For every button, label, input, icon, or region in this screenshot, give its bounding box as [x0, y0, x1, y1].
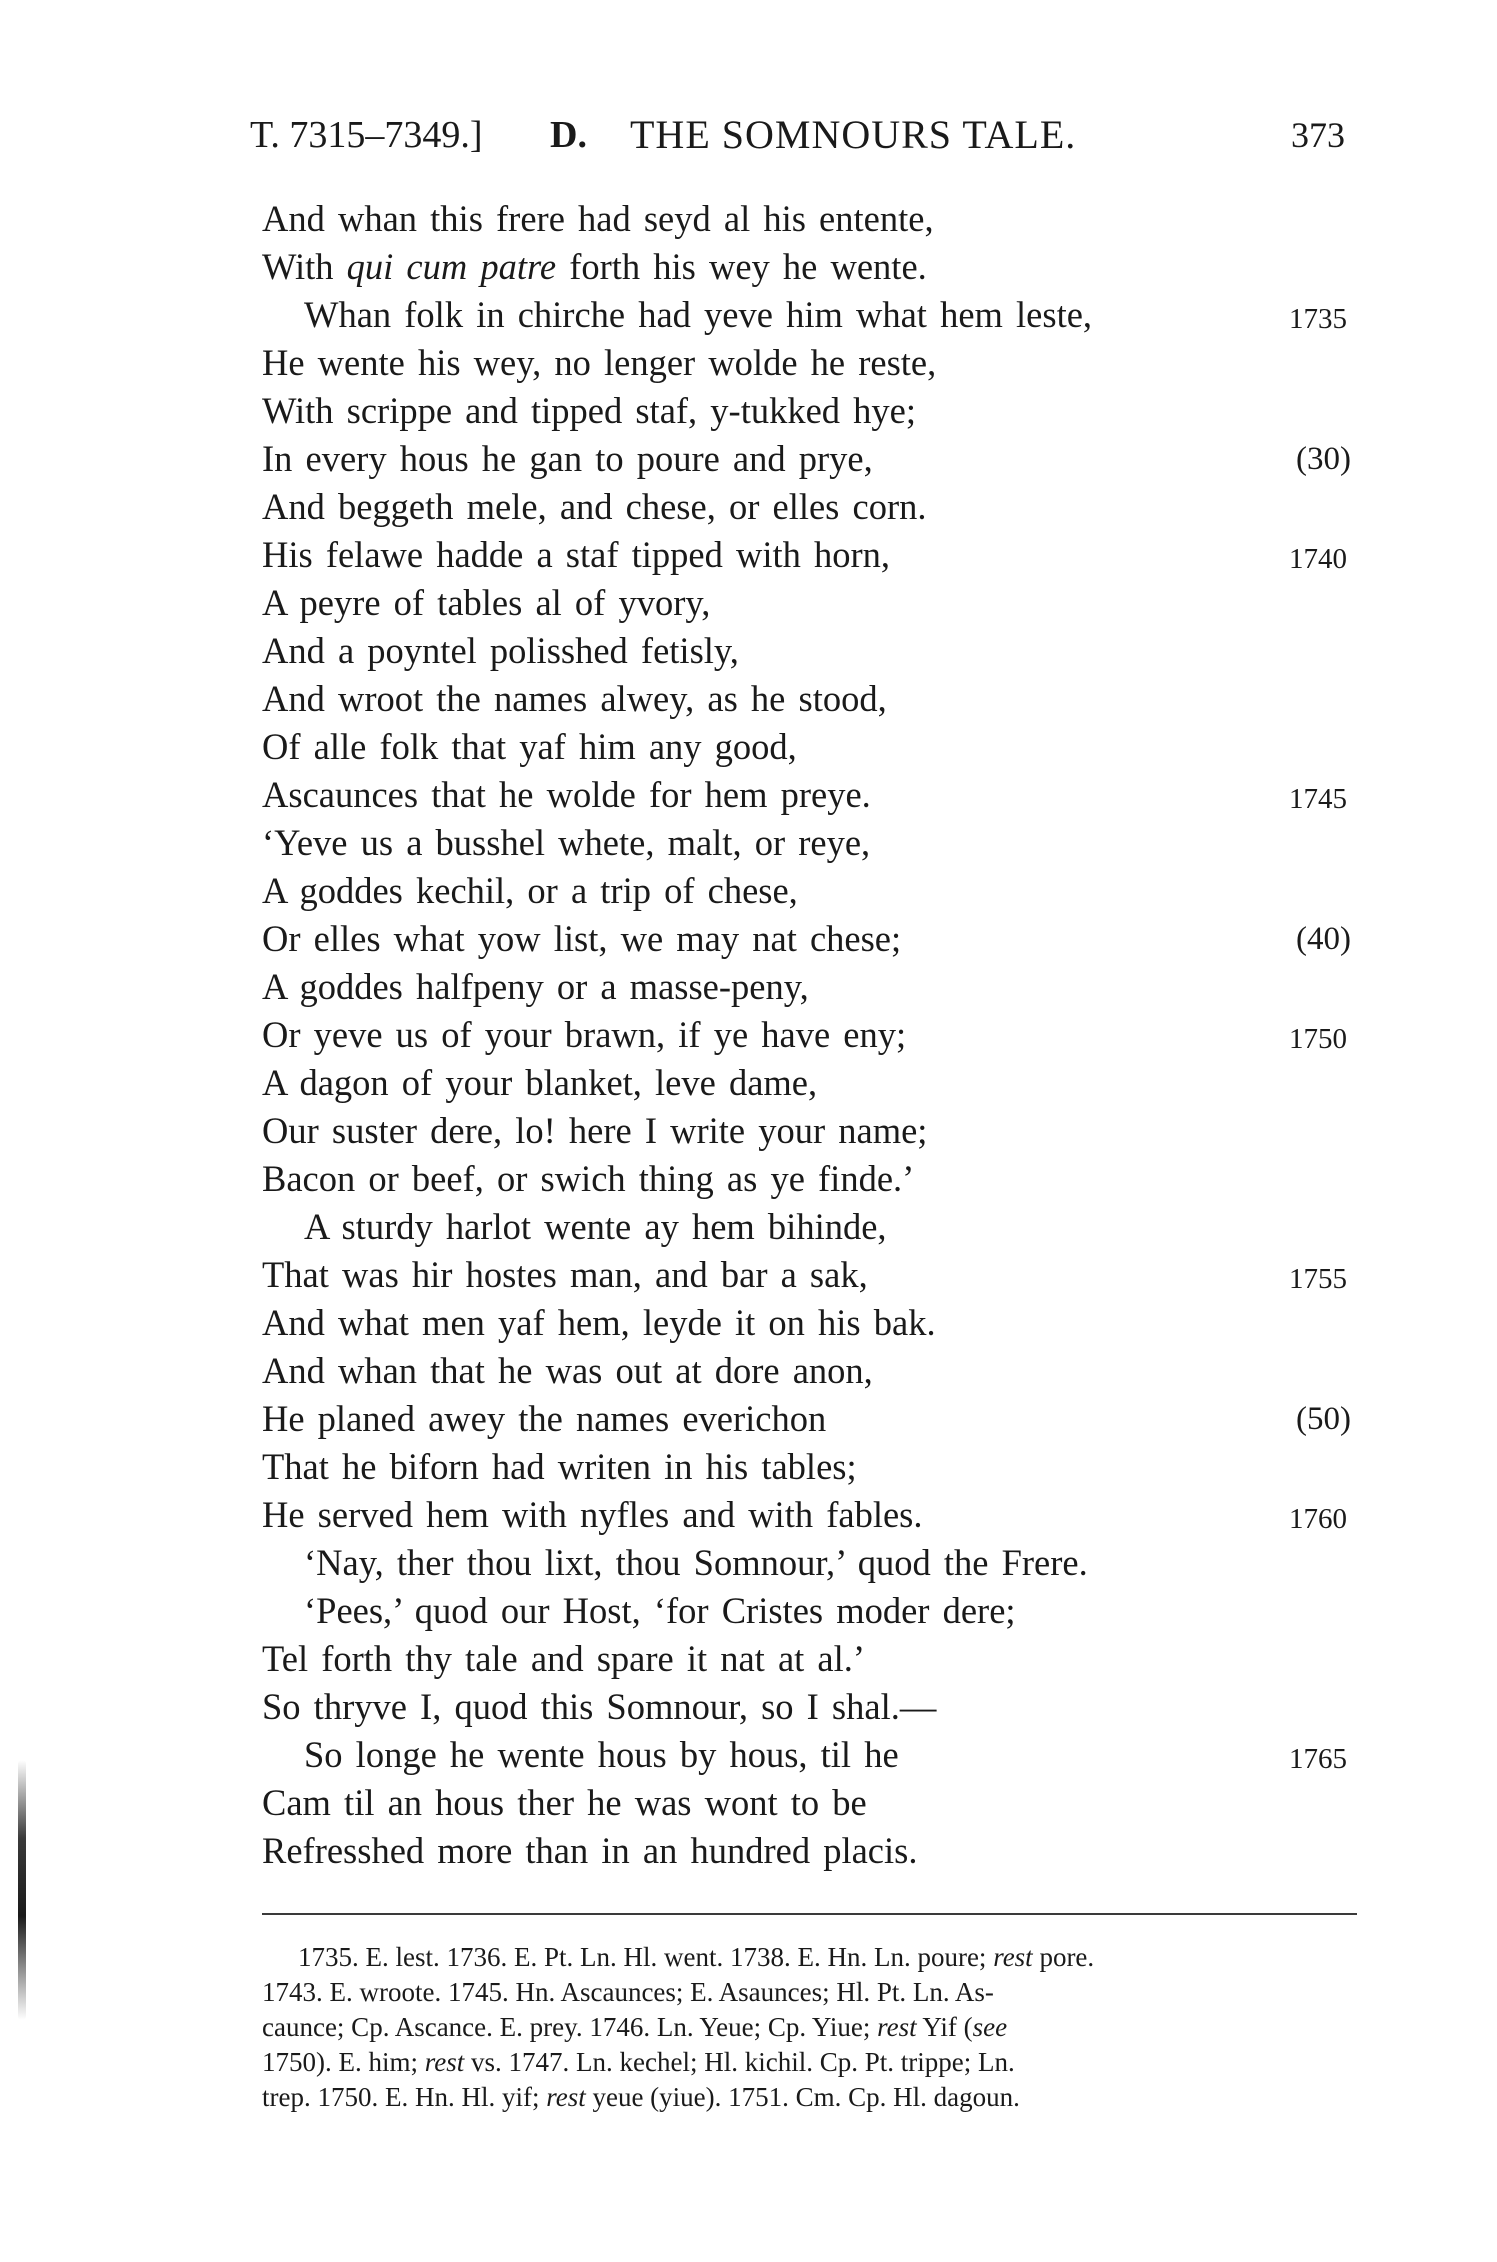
line-number: 1755	[1289, 1263, 1347, 1295]
verse-text: So longe he wente hous by hous, til he	[304, 1734, 899, 1775]
verse-line	[262, 291, 1357, 339]
verse-line	[262, 771, 1357, 819]
verse-line	[262, 1059, 1357, 1107]
verse-text: Whan folk in chirche had yeve him what hem leste,	[304, 294, 1093, 335]
line-number: 1765	[1289, 1743, 1347, 1775]
line-number: 1735	[1289, 303, 1347, 335]
verse-text: And a poyntel polisshed fetisly,	[262, 630, 739, 671]
verse-text: His felawe hadde a staf tipped with horn,	[262, 534, 891, 575]
verse-line	[262, 243, 1357, 291]
verse-line	[262, 339, 1357, 387]
verse-text: Ascaunces that he wolde for hem preye.	[262, 774, 871, 815]
verse-text: Or yeve us of your brawn, if ye have eny;	[262, 1014, 907, 1055]
verse-line	[262, 195, 1357, 243]
verse-line	[262, 1587, 1357, 1635]
line-number: (40)	[1296, 921, 1351, 957]
line-number: 1740	[1289, 543, 1347, 575]
verse-line	[262, 1491, 1357, 1539]
verse-text: Of alle folk that yaf him any good,	[262, 726, 797, 767]
verse-line	[262, 723, 1357, 771]
verse-line	[262, 1443, 1357, 1491]
verse-text: And whan this frere had seyd al his entente,	[262, 198, 934, 239]
verse-text: In every hous he gan to poure and prye,	[262, 438, 873, 479]
verse-line	[262, 867, 1357, 915]
verse-text: Bacon or beef, or swich thing as ye finde.’	[262, 1158, 915, 1199]
verse-text: A goddes halfpeny or a masse-peny,	[262, 966, 809, 1007]
verse-text: He wente his wey, no lenger wolde he reste,	[262, 342, 937, 383]
verse-line	[262, 1155, 1357, 1203]
verse-line	[262, 1683, 1357, 1731]
verse-text: A goddes kechil, or a trip of chese,	[262, 870, 798, 911]
verse-text: He served hem with nyfles and with fables.	[262, 1494, 923, 1535]
verse-line	[262, 579, 1357, 627]
verse-text: A dagon of your blanket, leve dame,	[262, 1062, 818, 1103]
line-number: (30)	[1296, 441, 1351, 477]
verse-block	[262, 195, 1357, 1875]
note-line: trep. 1750. E. Hn. Hl. yif; rest yeue (yiue). 1751. Cm. Cp. Hl. dagoun.	[262, 2082, 1020, 2112]
line-number: 1750	[1289, 1023, 1347, 1055]
verse-text: With scrippe and tipped staf, y-tukked hye;	[262, 390, 917, 431]
verse-line	[262, 1251, 1357, 1299]
verse-line	[262, 1107, 1357, 1155]
verse-text: Our suster dere, lo! here I write your name;	[262, 1110, 928, 1151]
verse-text: With qui cum patre forth his wey he wente.	[262, 246, 927, 287]
verse-text: And what men yaf hem, leyde it on his bak.	[262, 1302, 936, 1343]
verse-text: Tel forth thy tale and spare it nat at al.’	[262, 1638, 866, 1679]
verse-line	[262, 1203, 1357, 1251]
verse-text: A peyre of tables al of yvory,	[262, 582, 711, 623]
verse-line	[262, 1635, 1357, 1683]
verse-line	[262, 1731, 1357, 1779]
verse-text: Refresshed more than in an hundred placis.	[262, 1830, 918, 1871]
verse-text: And wroot the names alwey, as he stood,	[262, 678, 887, 719]
verse-text: ‘Pees,’ quod our Host, ‘for Cristes moder dere;	[304, 1590, 1016, 1631]
verse-text: He planed awey the names everichon	[262, 1398, 827, 1439]
footnote-divider	[262, 1913, 1357, 1915]
verse-text: That he biforn had writen in his tables;	[262, 1446, 857, 1487]
verse-text: So thryve I, quod this Somnour, so I shal.—	[262, 1686, 937, 1727]
page-number: 373	[1291, 115, 1345, 155]
verse-text: And whan that he was out at dore anon,	[262, 1350, 873, 1391]
line-number: (50)	[1296, 1401, 1351, 1437]
verse-text: Or elles what yow list, we may nat chese;	[262, 918, 902, 959]
verse-line	[262, 1011, 1357, 1059]
section-letter: D.	[550, 114, 587, 156]
verse-line	[262, 483, 1357, 531]
verse-line	[262, 1539, 1357, 1587]
running-title: THE SOMNOURS TALE.	[630, 112, 1077, 157]
verse-line	[262, 1827, 1357, 1875]
verse-line	[262, 915, 1357, 963]
line-number: 1745	[1289, 783, 1347, 815]
verse-text: That was hir hostes man, and bar a sak,	[262, 1254, 868, 1295]
verse-line	[262, 963, 1357, 1011]
verse-line	[262, 1395, 1357, 1443]
verse-text: ‘Nay, ther thou lixt, thou Somnour,’ quod the Frere.	[304, 1542, 1088, 1583]
verse-line	[262, 435, 1357, 483]
verse-text: A sturdy harlot wente ay hem bihinde,	[304, 1206, 887, 1247]
verse-line	[262, 1299, 1357, 1347]
note-line: 1743. E. wroote. 1745. Hn. Ascaunces; E. Asaunces; Hl. Pt. Ln. As-	[262, 1977, 994, 2007]
line-number: 1760	[1289, 1503, 1347, 1535]
verse-line	[262, 675, 1357, 723]
verse-line	[262, 1347, 1357, 1395]
verse-text: Cam til an hous ther he was wont to be	[262, 1782, 867, 1823]
verse-line	[262, 627, 1357, 675]
line-reference: T. 7315–7349.]	[250, 114, 483, 156]
page-header	[250, 110, 1345, 160]
note-line: 1750). E. him; rest vs. 1747. Ln. kechel; Hl. kichil. Cp. Pt. trippe; Ln.	[262, 2047, 1015, 2077]
textual-notes	[262, 1940, 1353, 2115]
note-line: 1735. E. lest. 1736. E. Pt. Ln. Hl. went. 1738. E. Hn. Ln. poure; rest pore.	[298, 1942, 1095, 1972]
verse-text: ‘Yeve us a busshel whete, malt, or reye,	[262, 822, 871, 863]
verse-line	[262, 819, 1357, 867]
verse-line	[262, 531, 1357, 579]
verse-text: And beggeth mele, and chese, or elles corn.	[262, 486, 927, 527]
binding-shadow	[18, 1760, 26, 2020]
note-line: caunce; Cp. Ascance. E. prey. 1746. Ln. Yeue; Cp. Yiue; rest Yif (see	[262, 2012, 1008, 2042]
verse-line	[262, 1779, 1357, 1827]
verse-line	[262, 387, 1357, 435]
